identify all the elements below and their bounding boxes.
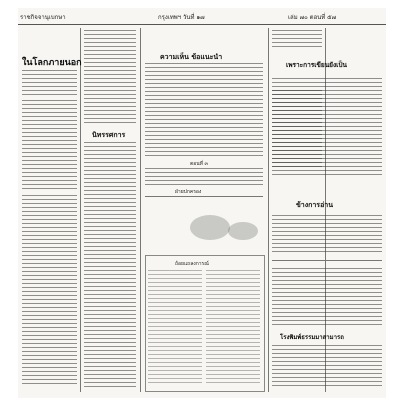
column-rule [140,28,141,392]
body-text [84,142,136,387]
body-text [22,70,77,98]
ink-smudge [190,215,230,240]
column5-title: เพราะการเขียนยังเป็น [286,61,347,69]
body-text [272,345,382,387]
body-text [22,100,77,190]
column2-title: นิทรรศการ [92,130,126,139]
column1-title: ในโลกภายนอก [22,58,82,68]
masthead-center: กรุงเทพฯ วันที่ ๑๗ [158,14,205,21]
body-text [148,270,202,385]
masthead [18,12,386,25]
divider [145,196,263,197]
divider [272,260,382,261]
masthead-left: ราชกิจจานุเบกษา [20,14,66,21]
body-text [84,30,136,125]
column-rule [80,28,81,392]
column-rule [268,28,269,392]
box-heading: ถ้อยแถลงการณ์ [175,261,209,267]
column3-subtitle: ตอนที่ ๓ [190,161,208,167]
body-text [272,30,322,50]
column3-title: ความเห็น ข้อแนะนำ [160,52,223,61]
column3-subtitle: ฝ่ายปกครอง [175,189,202,195]
body-text [145,63,263,158]
column5-subtitle: ข้างการอ่าน [296,200,333,209]
body-text [272,215,382,255]
ink-smudge [228,222,258,240]
body-text [206,270,260,385]
body-text [272,78,382,178]
column5-footer-title: โรงพิมพ์ธรรมมาสามารถ [280,334,344,341]
body-text [22,195,77,385]
masthead-right: เล่ม ๗๐ ตอนที่ ๕๗ [288,14,337,21]
body-text [272,268,382,328]
body-text [145,168,263,186]
